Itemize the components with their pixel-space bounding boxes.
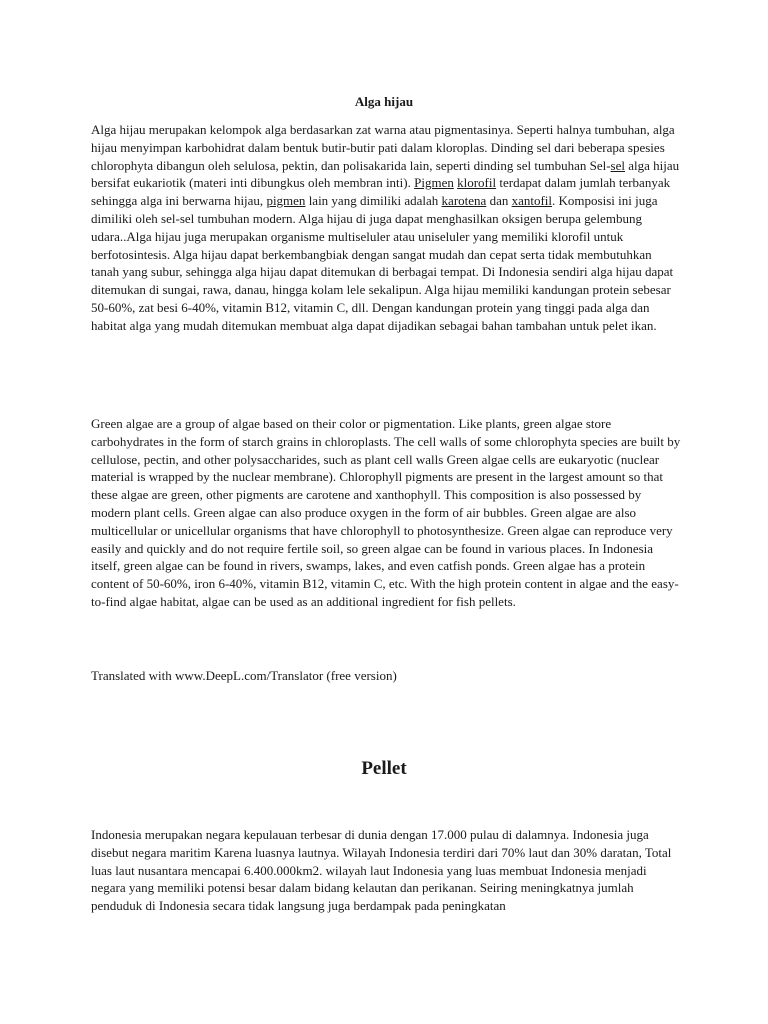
underlined-word-pigmen-2: pigmen [266,193,306,209]
text-run: Alga hijau merupakan kelompok alga berdasarkan zat warna atau pigmentasinya. Seperti halnya tumbuhan, alga hijau menyimpan karbohidrat dalam bentuk butir-butir pati dalam kloroplas. Dinding sel dari beberapa spesies chlorophyta dibangun oleh selulosa, pektin, dan polisakarida lain, seperti dinding sel tumbuhan Sel- [91,122,675,173]
section-title-pellet: Pellet [361,758,407,779]
section-title-alga-hijau: Alga hijau [354,94,414,109]
underlined-word-sel: sel [610,157,625,173]
underlined-word-klorofil: klorofil [457,175,497,191]
text-run: dan [486,193,512,209]
text-run: . Komposisi ini juga dimiliki oleh sel-sel tumbuhan modern. Alga hijau di juga dapat menghasilkan oksigen berupa gelembung udara..Alga hijau juga merupakan organisme multiseluler atau uniseluler yang memiliki klorofil untuk berfotosintesis. Alga hijau dapat berkembangbiak dengan sangat mudah dan cepat serta tidak membutuhkan tanah yang subur, sehingga alga hijau dapat ditemukan di berbagai tempat. Di Indonesia sendiri alga hijau dapat ditemukan di sungai, rawa, danau, hingga kolam lele sekalipun. Alga hijau memiliki kandungan protein sebesar 50-60%, zat besi 6-40%, vitamin B12, vitamin C, dll. Dengan kandungan protein yang tinggi pada alga dan habitat alga yang mudah ditemukan membuat alga dapat dijadikan sebagai bahan tambahan untuk pelet ikan. [91,193,674,333]
underlined-word-karotena: karotena [441,193,487,209]
underlined-word-xantofil: xantofil [511,193,553,209]
text-run: terdapat dalam jumlah terbanyak sehingga alga ini berwarna hijau, [91,175,671,209]
underlined-word-pigmen: Pigmen [414,175,454,191]
translation-note: Translated with www.DeepL.com/Translator (free version) [91,668,397,683]
paragraph-indonesian [91,121,683,335]
paragraph-pellet: Indonesia merupakan negara kepulauan terbesar di dunia dengan 17.000 pulau di dalamnya. Indonesia juga disebut negara maritim Karena luasnya lautnya. Wilayah Indonesia terdiri dari 70% laut dan 30% daratan, Total luas laut nusantara mencapai 6.400.000km2. wilayah laut Indonesia yang luas membuat Indonesia menjadi negara yang memiliki potensi besar dalam bidang kelautan dan perikanan. Seiring meningkatnya jumlah penduduk di Indonesia secara tidak langsung juga berdampak pada peningkatan [91,827,672,914]
text-run: lain yang dimiliki adalah [305,193,442,209]
paragraph-english: Green algae are a group of algae based on their color or pigmentation. Like plants, green algae store carbohydrates in the form of starch grains in chloroplasts. The cell walls of some chlorophyta species are built by cellulose, pectin, and other polysaccharides, such as plant cell walls Green algae cells are eukaryotic (nuclear material is wrapped by the nuclear membrane). Chlorophyll pigments are present in the largest amount so that these algae are green, other pigments are carotene and xanthophyll. This composition is also possessed by modern plant cells. Green algae can also produce oxygen in the form of air bubbles. Green algae are also multicellular or unicellular organisms that have chlorophyll to photosynthesize. Green algae can reproduce very easily and quickly and do not require fertile soil, so green algae can be found in various places. In Indonesia itself, green algae can be found in rivers, swamps, lakes, and even catfish ponds. Green algae has a protein content of 50-60%, iron 6-40%, vitamin B12, vitamin C, etc. With the high protein content in algae and the easy-to-find algae habitat, algae can be used as an additional ingredient for fish pellets. [91,416,681,609]
text-run: alga hijau bersifat eukariotik (materi inti dibungkus oleh membran inti). [91,157,680,191]
